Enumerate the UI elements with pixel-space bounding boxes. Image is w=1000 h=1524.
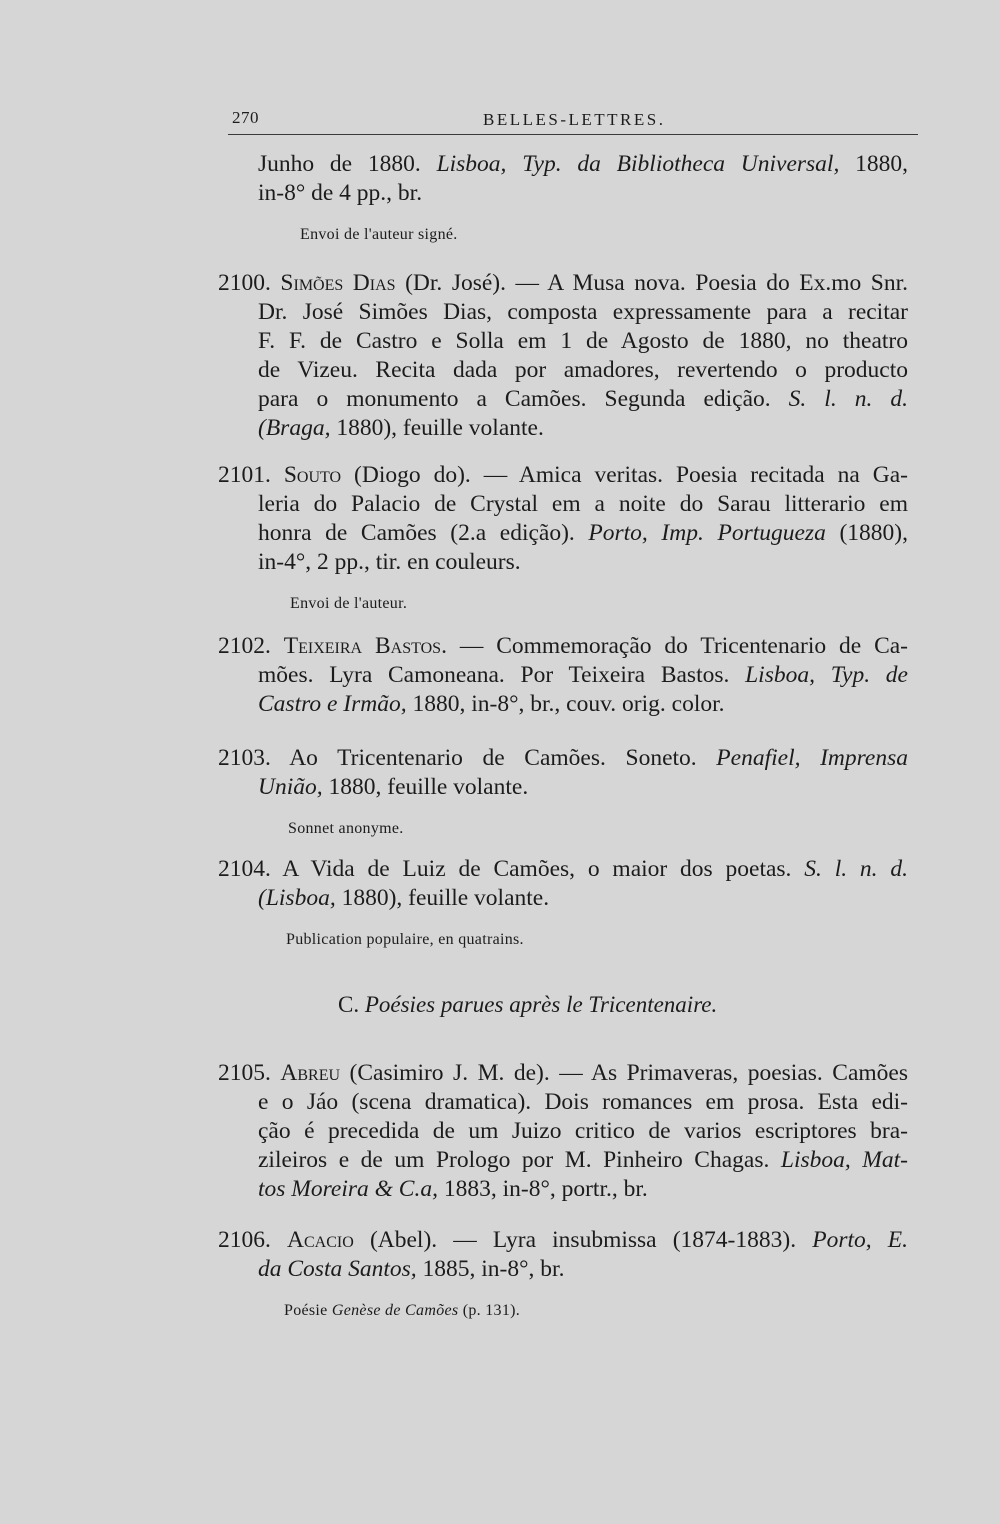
entry-line [218,1255,908,1284]
entry-line [218,1059,908,1088]
author-name: Souto [283,462,342,488]
entry-line [218,519,908,548]
entry-2103 [218,744,908,843]
text-span: de Vizeu. Recita dada por amadores, revertendo o producto [258,357,908,383]
entry-note: Envoi de l'auteur signé. [300,226,458,243]
entry-line [218,1146,908,1175]
entry-line [218,179,908,208]
entry-line [218,490,908,519]
text-span: (Abel). — Lyra insubmissa (1874-1883). [353,1227,813,1253]
entry-line [218,744,908,773]
italic-span: Genèse de Camões [331,1302,459,1319]
text-span: 2104. A Vida de Luiz de Camões, o maior dos poetas. [218,856,805,882]
entry-line [218,414,908,443]
text-span: 2100. [218,270,281,296]
entry-note: Envoi de l'auteur. [290,595,408,612]
text-span: (p. 131). [458,1302,521,1319]
italic-span: S. l. n. d. [804,856,908,882]
entry-line [218,632,908,661]
text-span: (Diogo do). — Amica veritas. Poesia recitada na Ga- [341,462,908,488]
entry-line [218,385,908,414]
entry-continuation [218,150,908,249]
text-span: mões. Lyra Camoneana. Por Teixeira Bastos. [258,662,746,688]
italic-span: Lisboa, Mat- [780,1147,908,1173]
italic-span: Castro e Irmão, [258,691,407,717]
text-span: zileiros e de um Prologo por M. Pinheiro Chagas. [258,1147,781,1173]
entry-line [218,1088,908,1117]
entry-line [218,461,908,490]
text-span: Poésie [284,1302,332,1319]
entry-line [218,150,908,179]
entry-line [218,548,908,577]
text-span: 1880, feuille volante. [322,774,529,800]
entry-line [218,298,908,327]
italic-span: Lisboa, Typ. da Bibliotheca Universal, [436,151,840,177]
entry-line [218,1226,908,1255]
text-span: 1880), feuille volante. [335,885,550,911]
text-span: 1885, in-8°, br. [416,1256,565,1282]
text-span: (Dr. José). — A Musa nova. Poesia do Ex.mo Snr. [395,270,909,296]
text-span: 1880), feuille volante. [330,415,544,441]
entry-2106 [218,1226,908,1325]
entry-line [218,855,908,884]
entry-2102 [218,632,908,719]
entry-line [218,269,908,298]
running-title: BELLES-LETTRES. [483,110,666,129]
text-span: 2106. [218,1227,288,1253]
italic-span: tos Moreira & C.a, [258,1176,438,1202]
text-span: . — Commemoração do Tricentenario de Ca- [441,633,909,659]
italic-span: Porto, E. [812,1227,909,1253]
page-header [228,108,918,135]
text-span: (1880), [825,520,908,546]
author-name: Acacio [287,1227,354,1253]
text-span: 2105. [218,1060,281,1086]
entry-line [218,690,908,719]
entry-2101 [218,461,908,618]
entry-note: Publication populaire, en quatrains. [286,931,524,948]
text-span: Dr. José Simões Dias, composta expressamente para a recitar [258,299,908,325]
text-span: (Casimiro J. M. de). — As Primaveras, poesias. Camões [340,1060,908,1086]
entry-2100 [218,269,908,443]
text-span: 1883, in-8°, portr., br. [437,1176,648,1202]
entry-2105 [218,1059,908,1204]
italic-span: (Lisboa, [258,885,336,911]
text-span: Junho de 1880. [258,151,437,177]
entry-line [218,1175,908,1204]
text-span: honra de Camões (2.a edição). [258,520,589,546]
entry-2104 [218,855,908,954]
text-span: 2102. [218,633,284,659]
section-subheading [338,992,717,1018]
italic-span: (Braga, [258,415,331,441]
text-span: in-4°, 2 pp., tir. en couleurs. [258,549,521,575]
text-span: 2103. Ao Tricentenario de Camões. Soneto. [218,745,717,771]
entry-line [218,661,908,690]
text-span: para o monumento a Camões. Segunda edição. [258,386,789,412]
text-span: F. F. de Castro e Solla em 1 de Agosto de 1880, no theatro [258,328,908,354]
entry-line [218,773,908,802]
italic-span: Penafiel, Imprensa [716,745,908,771]
text-span: 1880, in-8°, br., couv. orig. color. [406,691,725,717]
entry-line [218,884,908,913]
text-span: leria do Palacio de Crystal em a noite do Sarau litterario em [258,491,908,517]
text-span: 2101. [218,462,284,488]
italic-span: Porto, Imp. Portugueza [588,520,826,546]
text-span: 1880, [839,151,909,177]
italic-span: União, [258,774,323,800]
italic-span: da Costa Santos, [258,1256,417,1282]
italic-span: S. l. n. d. [788,386,908,412]
text-span: ção é precedida de um Juizo critico de varios escriptores bra- [258,1118,908,1144]
text-span: in-8° de 4 pp., br. [258,180,423,206]
entry-line [218,356,908,385]
italic-span: Poésies parues après le Tricentenaire. [364,992,718,1017]
italic-span: Lisboa, Typ. de [745,662,908,688]
author-name: Teixeira Bastos [283,633,442,659]
text-span: C. [338,992,365,1017]
entry-note: Sonnet anonyme. [288,820,404,837]
entry-line [218,1117,908,1146]
text-span: e o Jáo (scena dramatica). Dois romances em prosa. Esta edi- [258,1089,908,1115]
author-name: Abreu [280,1060,341,1086]
entry-line [218,327,908,356]
entry-note [218,1296,908,1325]
page-number: 270 [232,108,259,127]
author-name: Simões Dias [280,270,396,296]
